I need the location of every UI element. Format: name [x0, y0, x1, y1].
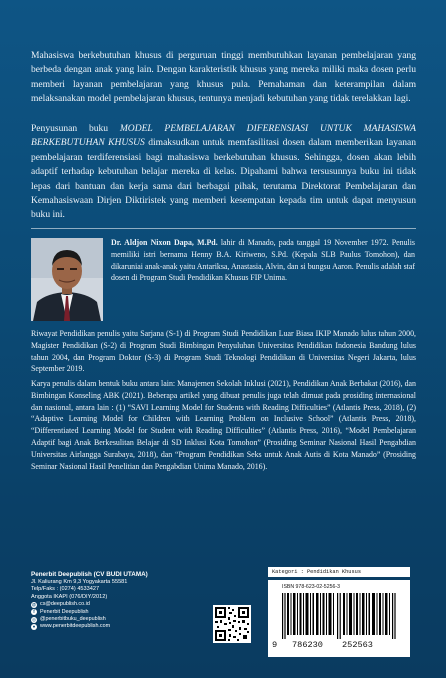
author-bio — [111, 237, 415, 284]
book-title: MODEL PEMBELAJARAN DIFERENSIASI UNTUK MAHASISWA BERKEBUTUHAN KHUSUS — [31, 123, 416, 149]
website-text: www.penerbitdeepublish.com — [40, 623, 111, 630]
category-label: Kategori : Pendidikan Khusus — [268, 567, 410, 577]
author-education: Riwayat Pendidikan penulis yaitu Sarjana (S-1) di Program Studi Pendidikan Luar Biasa IKIP Manado lulus tahun 2000, Magister Pendidikan (S-2) di Program Studi Bimbingan Penyuluhan Universitas Pendidikan Indonesia Bandung lulus tahun 2004, dan Program Doktor (S-3) di Program Studi Teknologi Pendidikan di Universitas Negeri Jakarta, lulus September 2019. — [31, 329, 416, 374]
publisher-info — [31, 570, 201, 631]
intro-lead: Penyusunan buku — [31, 123, 120, 134]
publisher-email — [31, 601, 201, 608]
section-divider — [31, 228, 416, 229]
facebook-text: Penerbit Deepublish — [40, 608, 89, 615]
intro-rest: dimaksudkan untuk memfasilitasi dosen dalam memberikan layanan pembelajaran terdiferensiasi bagi mahasiswa berkebutuhan khusus. Sehingga, dosen akan lebih adaptif terhadap kebutuhan belajar mereka di kelas. Dipahami bahwa tersusunnya buku ini tidak lepas dari bantuan dan kerja sama dari berbagai pihak, terutama Direktorat Pembelajaran dan Kemahasiswaan Dirjen Diktiristek yang memberi kesempatan kepada tim untuk dapat menyusun buku ini. — [31, 137, 416, 221]
publisher-name: Penerbit Deepublish (CV BUDI UTAMA) — [31, 571, 148, 578]
instagram-icon: ◎ — [32, 616, 36, 622]
publisher-website — [31, 623, 201, 630]
qr-code-graphic — [213, 605, 251, 643]
email-text: cs@deepublish.co.id — [40, 601, 90, 608]
isbn-barcode — [268, 580, 410, 657]
author-portrait-illustration — [31, 238, 103, 321]
barcode-digit-group-2: 252563 — [342, 640, 373, 650]
author-photo — [31, 238, 103, 321]
publisher-instagram — [31, 616, 201, 623]
email-icon: @ — [31, 601, 37, 607]
facebook-icon: f — [31, 609, 37, 615]
globe-icon: ● — [32, 624, 36, 630]
publisher-ikapi: Anggota IKAPI (076/DIY/2012) — [31, 593, 108, 600]
isbn-text: ISBN 978-623-02-5256-3 — [282, 584, 340, 590]
barcode-bars — [282, 593, 402, 639]
intro-paragraph-2 — [31, 122, 416, 223]
barcode-digit-lead: 9 — [272, 640, 278, 650]
author-works: Karya penulis dalam bentuk buku antara lain: Manajemen Sekolah Inklusi (2021), Pendidikan Anak Berbakat (2016), dan Bimbingan Konseling ABK (2021). Beberapa artikel yang dibuat penulis juga telah dimuat pada prosiding internasional dan nasional, antara lain : (1) “SAVI Learning Model for Students with Reading Difficulties” (Atlantis Press, 2018), (2) “Adaptive Learning Model for Children with Learning Problem on Inclusive School” (Atlantis Press, 2018), “Differentiated Learning Model for Student with Reading Difficulties” (Atlantis Press, 2016), “Model Pembelajaran Adaptif bagi Anak Berkesulitan Belajar di SD Inklusi Kota Tomohon” (Prosiding Seminar Nasional Hasil Pengabdian Universitas Airlangga Surabaya, 2018), dan “Program Pendidikan Seks untuk Anak Autis di Kota Manado” (Prosiding Seminar Nasional Hasil Penelitian dan Pengabdian Unima Manado, 2016). — [31, 379, 416, 471]
qr-code — [213, 605, 251, 643]
instagram-text: @penerbitbuku_deepublish — [40, 616, 106, 623]
author-bio-text: lahir di Manado, pada tanggal 19 November 1972. Penulis memiliki istri bernama Henny B.A. Kiriweno, S.Pd. (Kepala SLB Paulus Tomohon), dan dikaruniai anak-anak yaitu Antariksa, Anastasia, Alvin, dan si bungsu Aaron. Penulis adalah staf dosen di Program Studi Pendidikan Khusus FIP Unima. — [111, 238, 415, 283]
barcode-digit-group-1: 786230 — [292, 640, 323, 650]
publisher-address: Jl. Kaliurang Km 9,3 Yogyakarta 55581 — [31, 579, 128, 585]
publisher-facebook — [31, 609, 201, 616]
intro-paragraph-1: Mahasiswa berkebutuhan khusus di perguruan tinggi membutuhkan layanan pembelajaran yang berbeda dengan anak yang lain. Dengan karakteristik khusus yang mereka miliki maka dosen perlu memberi layanan pembelajaran yang khusus pula. Pemahaman dan keterampilan dalam melaksanakan model pembelajaran khusus, tentunya menjadi kebutuhan yang tidak terelakkan lagi. — [31, 50, 416, 105]
publisher-phone: Telp/Faks : (0274) 4533427 — [31, 586, 100, 593]
author-name: Dr. Aldjon Nixon Dapa, M.Pd. — [111, 238, 218, 247]
